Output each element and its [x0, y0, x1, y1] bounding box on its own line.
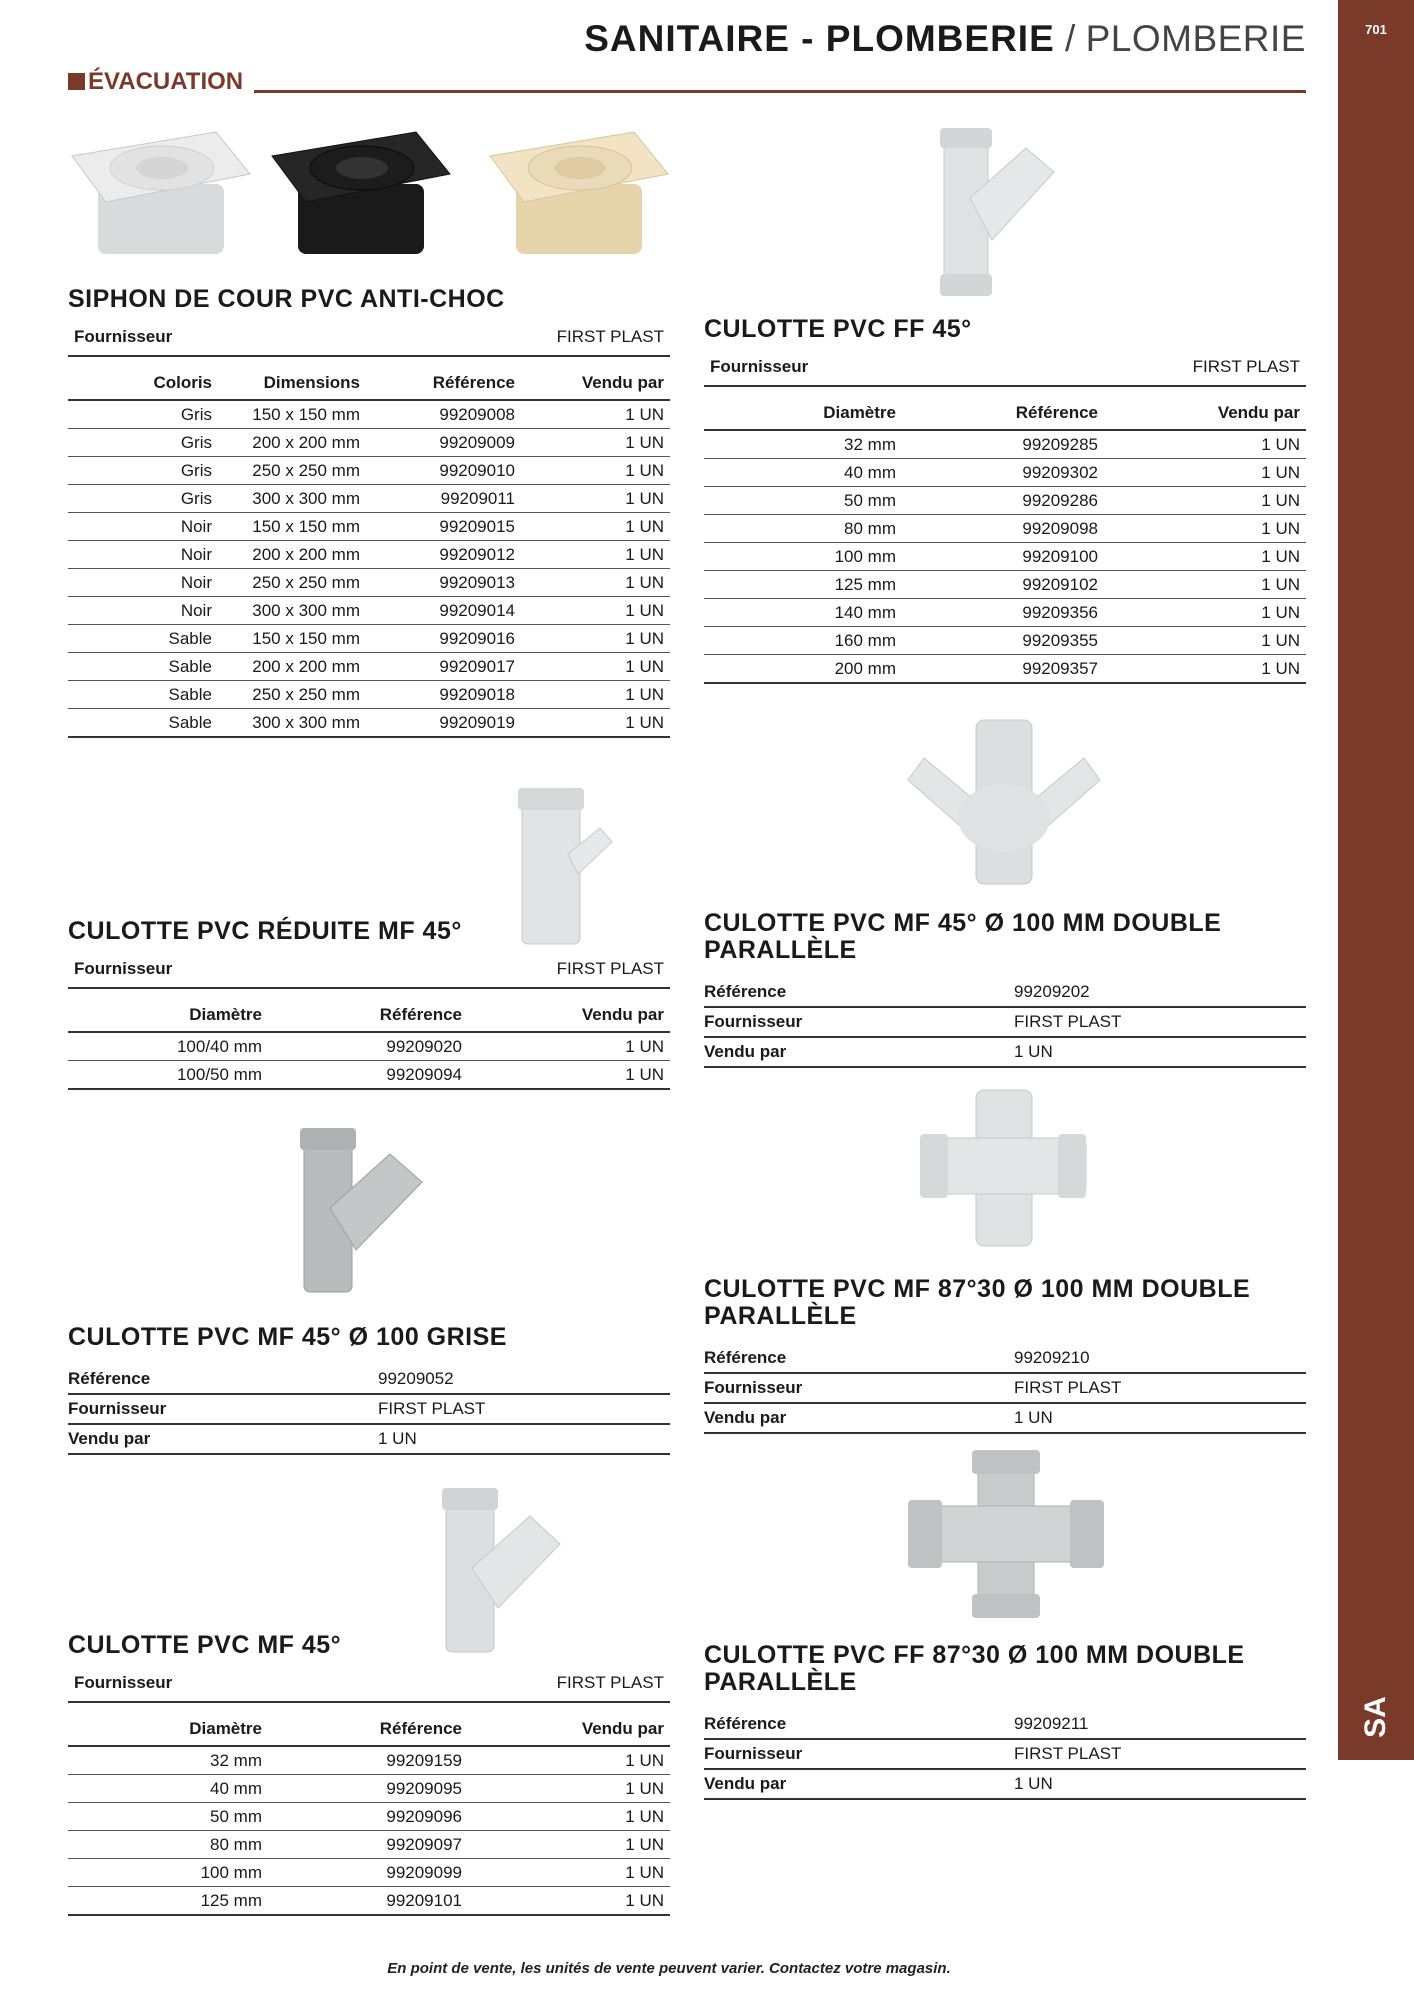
- cell-diameter: 50 mm: [704, 487, 902, 515]
- cell-diameter: 32 mm: [704, 430, 902, 459]
- spec-label: Vendu par: [704, 1037, 1014, 1067]
- cell-dimensions: 150 x 150 mm: [218, 625, 366, 653]
- product-title: CULOTTE PVC FF 45°: [704, 315, 972, 343]
- cell-diameter: 100 mm: [704, 543, 902, 571]
- culotte-mf45-grise-image: [286, 1128, 446, 1298]
- column-header: Référence: [366, 367, 521, 400]
- product-title-line: PARALLÈLE: [704, 936, 857, 964]
- cell-reference: 99209285: [902, 430, 1104, 459]
- spec-label: Fournisseur: [704, 1373, 1014, 1403]
- cell-sold-by: 1 UN: [521, 653, 670, 681]
- culotte-mf45-double-image: [904, 718, 1104, 888]
- product-table: [68, 367, 670, 738]
- page-title-main: SANITAIRE - PLOMBERIE: [584, 18, 1055, 59]
- table-row: [68, 625, 670, 653]
- supplier-label: Fournisseur: [74, 327, 173, 346]
- cell-sold-by: 1 UN: [468, 1803, 670, 1831]
- cell-reference: 99209012: [366, 541, 521, 569]
- cell-dimensions: 300 x 300 mm: [218, 485, 366, 513]
- siphon-black-image: [266, 124, 456, 264]
- cell-color: Noir: [68, 597, 218, 625]
- supplier-label: Fournisseur: [74, 959, 173, 978]
- product-spec-table: [704, 978, 1306, 1068]
- cell-reference: 99209096: [268, 1803, 468, 1831]
- cell-dimensions: 250 x 250 mm: [218, 457, 366, 485]
- spec-value: 1 UN: [1014, 1769, 1306, 1799]
- cell-reference: 99209016: [366, 625, 521, 653]
- product-title-line: CULOTTE PVC MF 87°30 Ø 100 MM DOUBLE: [704, 1275, 1251, 1303]
- culotte-mf8730-double-image: [918, 1088, 1088, 1248]
- cell-diameter: 50 mm: [68, 1803, 268, 1831]
- cell-dimensions: 300 x 300 mm: [218, 597, 366, 625]
- column-header: Coloris: [68, 367, 218, 400]
- cell-reference: 99209010: [366, 457, 521, 485]
- supplier-value: FIRST PLAST: [556, 959, 664, 978]
- table-row: [704, 599, 1306, 627]
- cell-reference: 99209011: [366, 485, 521, 513]
- cell-sold-by: 1 UN: [468, 1746, 670, 1775]
- cell-dimensions: 150 x 150 mm: [218, 400, 366, 429]
- product-culotte-ff45: [704, 316, 1306, 684]
- cell-reference: 99209009: [366, 429, 521, 457]
- product-title-line: PARALLÈLE: [704, 1668, 857, 1696]
- spec-row: [704, 1403, 1306, 1433]
- column-header: Dimensions: [218, 367, 366, 400]
- table-row: [68, 513, 670, 541]
- cell-diameter: 32 mm: [68, 1746, 268, 1775]
- spec-row: [68, 1394, 670, 1424]
- spec-row: [68, 1424, 670, 1454]
- cell-sold-by: 1 UN: [521, 513, 670, 541]
- product-spec-table: [704, 1710, 1306, 1800]
- product-title: CULOTTE PVC MF 45° Ø 100 GRISE: [68, 1323, 507, 1351]
- table-row: [704, 459, 1306, 487]
- cell-diameter: 40 mm: [704, 459, 902, 487]
- table-row: [68, 681, 670, 709]
- cell-reference: 99209097: [268, 1831, 468, 1859]
- cell-sold-by: 1 UN: [1104, 487, 1306, 515]
- cell-reference: 99209286: [902, 487, 1104, 515]
- table-row: [704, 655, 1306, 684]
- product-title: [704, 910, 1306, 964]
- page-title-separator: /: [1065, 18, 1076, 59]
- table-row: [68, 1061, 670, 1090]
- product-culotte-ff8730-double: [704, 1642, 1306, 1800]
- cell-sold-by: 1 UN: [521, 709, 670, 738]
- spec-row: [704, 1037, 1306, 1067]
- spec-row: [704, 1769, 1306, 1799]
- page-title-sub: PLOMBERIE: [1085, 18, 1306, 59]
- product-culotte-mf8730-double: [704, 1276, 1306, 1434]
- product-spec-table: [704, 1344, 1306, 1434]
- cell-color: Sable: [68, 653, 218, 681]
- column-header: Diamètre: [68, 999, 268, 1032]
- spec-value: 1 UN: [1014, 1403, 1306, 1433]
- cell-reference: 99209018: [366, 681, 521, 709]
- spec-label: Vendu par: [704, 1769, 1014, 1799]
- column-header: Diamètre: [704, 397, 902, 430]
- spec-value: FIRST PLAST: [1014, 1739, 1306, 1769]
- cell-reference: 99209094: [268, 1061, 468, 1090]
- siphon-grey-image: [66, 124, 256, 264]
- supplier-value: FIRST PLAST: [1192, 357, 1300, 376]
- cell-reference: 99209357: [902, 655, 1104, 684]
- cell-sold-by: 1 UN: [468, 1887, 670, 1916]
- table-row: [68, 541, 670, 569]
- cell-color: Gris: [68, 400, 218, 429]
- product-title: CULOTTE PVC MF 45°: [68, 1631, 342, 1659]
- table-row: [68, 1887, 670, 1916]
- table-row: [704, 487, 1306, 515]
- table-row: [68, 569, 670, 597]
- cell-diameter: 140 mm: [704, 599, 902, 627]
- spec-label: Fournisseur: [68, 1394, 378, 1424]
- table-row: [68, 457, 670, 485]
- culotte-ff45-image: [930, 128, 1070, 298]
- product-title-line: CULOTTE PVC FF 87°30 Ø 100 MM DOUBLE: [704, 1641, 1245, 1669]
- supplier-value: FIRST PLAST: [556, 327, 664, 346]
- spec-value: 99209202: [1014, 978, 1306, 1007]
- spec-label: Référence: [704, 978, 1014, 1007]
- product-spec-table: [68, 1365, 670, 1455]
- spec-label: Fournisseur: [704, 1739, 1014, 1769]
- section-divider: [254, 90, 1306, 93]
- cell-sold-by: 1 UN: [1104, 515, 1306, 543]
- spec-label: Référence: [68, 1365, 378, 1394]
- spec-row: [704, 1739, 1306, 1769]
- column-header: Vendu par: [468, 1713, 670, 1746]
- supplier-row: [68, 327, 670, 357]
- spec-row: [704, 1373, 1306, 1403]
- spec-row: [68, 1365, 670, 1394]
- cell-sold-by: 1 UN: [521, 569, 670, 597]
- cell-sold-by: 1 UN: [521, 681, 670, 709]
- spec-row: [704, 978, 1306, 1007]
- section-label: ÉVACUATION: [88, 68, 244, 95]
- siphon-sand-image: [484, 124, 674, 264]
- cell-diameter: 100/50 mm: [68, 1061, 268, 1090]
- cell-reference: 99209355: [902, 627, 1104, 655]
- footer-note: En point de vente, les unités de vente peuvent varier. Contactez votre magasin.: [387, 1960, 951, 1977]
- product-title-line: PARALLÈLE: [704, 1302, 857, 1330]
- cell-sold-by: 1 UN: [521, 541, 670, 569]
- cell-reference: 99209019: [366, 709, 521, 738]
- table-row: [68, 400, 670, 429]
- cell-reference: 99209008: [366, 400, 521, 429]
- cell-reference: 99209302: [902, 459, 1104, 487]
- cell-color: Noir: [68, 569, 218, 597]
- product-culotte-mf45: [68, 1632, 670, 1916]
- cell-color: Sable: [68, 625, 218, 653]
- column-header: Vendu par: [521, 367, 670, 400]
- cell-sold-by: 1 UN: [521, 457, 670, 485]
- cell-sold-by: 1 UN: [1104, 571, 1306, 599]
- spec-value: 1 UN: [1014, 1037, 1306, 1067]
- cell-dimensions: 300 x 300 mm: [218, 709, 366, 738]
- cell-reference: 99209015: [366, 513, 521, 541]
- cell-reference: 99209020: [268, 1032, 468, 1061]
- cell-diameter: 100/40 mm: [68, 1032, 268, 1061]
- product-title: [704, 1642, 1306, 1696]
- cell-dimensions: 200 x 200 mm: [218, 653, 366, 681]
- side-tab: [1338, 0, 1414, 1760]
- table-row: [704, 515, 1306, 543]
- spec-label: Vendu par: [68, 1424, 378, 1454]
- column-header: Vendu par: [1104, 397, 1306, 430]
- cell-dimensions: 200 x 200 mm: [218, 541, 366, 569]
- cell-reference: 99209100: [902, 543, 1104, 571]
- cell-reference: 99209159: [268, 1746, 468, 1775]
- cell-color: Gris: [68, 429, 218, 457]
- cell-diameter: 80 mm: [68, 1831, 268, 1859]
- table-row: [68, 1803, 670, 1831]
- cell-diameter: 40 mm: [68, 1775, 268, 1803]
- spec-value: 1 UN: [378, 1424, 670, 1454]
- product-table: [68, 1713, 670, 1916]
- cell-color: Gris: [68, 457, 218, 485]
- culotte-ff8730-double-image: [906, 1450, 1106, 1620]
- table-row: [704, 571, 1306, 599]
- spec-row: [704, 1710, 1306, 1739]
- product-title: SIPHON DE COUR PVC ANTI-CHOC: [68, 285, 505, 313]
- spec-row: [704, 1344, 1306, 1373]
- cell-reference: 99209102: [902, 571, 1104, 599]
- cell-diameter: 160 mm: [704, 627, 902, 655]
- product-title: CULOTTE PVC RÉDUITE MF 45°: [68, 917, 462, 945]
- page-title: [584, 18, 1306, 60]
- column-header: Référence: [268, 999, 468, 1032]
- cell-dimensions: 250 x 250 mm: [218, 569, 366, 597]
- product-culotte-mf45-grise: [68, 1324, 670, 1455]
- section-header: [68, 68, 1306, 96]
- cell-reference: 99209356: [902, 599, 1104, 627]
- cell-color: Sable: [68, 681, 218, 709]
- cell-sold-by: 1 UN: [521, 429, 670, 457]
- cell-dimensions: 250 x 250 mm: [218, 681, 366, 709]
- cell-sold-by: 1 UN: [468, 1032, 670, 1061]
- supplier-value: FIRST PLAST: [556, 1673, 664, 1692]
- table-row: [68, 429, 670, 457]
- cell-diameter: 125 mm: [68, 1887, 268, 1916]
- table-row: [68, 597, 670, 625]
- cell-sold-by: 1 UN: [1104, 599, 1306, 627]
- product-culotte-reduite-mf45: [68, 918, 670, 1090]
- table-row: [704, 627, 1306, 655]
- supplier-row: [704, 357, 1306, 387]
- cell-color: Noir: [68, 513, 218, 541]
- cell-sold-by: 1 UN: [1104, 459, 1306, 487]
- table-row: [68, 1859, 670, 1887]
- page-number: 701: [1365, 22, 1387, 37]
- table-row: [68, 1831, 670, 1859]
- product-title: [704, 1276, 1306, 1330]
- product-title-line: CULOTTE PVC MF 45° Ø 100 MM DOUBLE: [704, 909, 1222, 937]
- spec-value: 99209211: [1014, 1710, 1306, 1739]
- cell-sold-by: 1 UN: [521, 400, 670, 429]
- spec-label: Vendu par: [704, 1403, 1014, 1433]
- spec-value: 99209052: [378, 1365, 670, 1394]
- table-row: [704, 430, 1306, 459]
- table-row: [68, 653, 670, 681]
- spec-row: [704, 1007, 1306, 1037]
- cell-color: Noir: [68, 541, 218, 569]
- cell-sold-by: 1 UN: [468, 1831, 670, 1859]
- table-row: [68, 1775, 670, 1803]
- table-row: [68, 485, 670, 513]
- spec-value: 99209210: [1014, 1344, 1306, 1373]
- cell-color: Sable: [68, 709, 218, 738]
- cell-color: Gris: [68, 485, 218, 513]
- cell-sold-by: 1 UN: [468, 1061, 670, 1090]
- column-header: Référence: [902, 397, 1104, 430]
- cell-diameter: 125 mm: [704, 571, 902, 599]
- cell-reference: 99209013: [366, 569, 521, 597]
- cell-reference: 99209014: [366, 597, 521, 625]
- cell-reference: 99209095: [268, 1775, 468, 1803]
- product-siphon-de-cour: [68, 286, 670, 738]
- cell-sold-by: 1 UN: [468, 1859, 670, 1887]
- supplier-label: Fournisseur: [74, 1673, 173, 1692]
- column-header: Diamètre: [68, 1713, 268, 1746]
- cell-sold-by: 1 UN: [1104, 655, 1306, 684]
- product-culotte-mf45-double: [704, 910, 1306, 1068]
- table-row: [68, 1032, 670, 1061]
- cell-dimensions: 150 x 150 mm: [218, 513, 366, 541]
- spec-value: FIRST PLAST: [1014, 1373, 1306, 1403]
- table-row: [68, 1746, 670, 1775]
- product-table: [704, 397, 1306, 684]
- product-table: [68, 999, 670, 1090]
- spec-value: FIRST PLAST: [378, 1394, 670, 1424]
- section-square-icon: [68, 73, 85, 90]
- cell-reference: 99209099: [268, 1859, 468, 1887]
- spec-value: FIRST PLAST: [1014, 1007, 1306, 1037]
- section-code: SA: [1359, 1696, 1392, 1738]
- cell-sold-by: 1 UN: [521, 625, 670, 653]
- table-row: [704, 543, 1306, 571]
- cell-sold-by: 1 UN: [1104, 430, 1306, 459]
- spec-label: Référence: [704, 1344, 1014, 1373]
- cell-diameter: 80 mm: [704, 515, 902, 543]
- cell-sold-by: 1 UN: [521, 597, 670, 625]
- spec-label: Fournisseur: [704, 1007, 1014, 1037]
- cell-reference: 99209017: [366, 653, 521, 681]
- spec-label: Référence: [704, 1710, 1014, 1739]
- table-row: [68, 709, 670, 738]
- supplier-row: [68, 1673, 670, 1703]
- cell-reference: 99209101: [268, 1887, 468, 1916]
- supplier-row: [68, 959, 670, 989]
- cell-dimensions: 200 x 200 mm: [218, 429, 366, 457]
- cell-diameter: 100 mm: [68, 1859, 268, 1887]
- cell-reference: 99209098: [902, 515, 1104, 543]
- column-header: Vendu par: [468, 999, 670, 1032]
- cell-sold-by: 1 UN: [1104, 543, 1306, 571]
- cell-sold-by: 1 UN: [468, 1775, 670, 1803]
- supplier-label: Fournisseur: [710, 357, 809, 376]
- cell-diameter: 200 mm: [704, 655, 902, 684]
- cell-sold-by: 1 UN: [1104, 627, 1306, 655]
- cell-sold-by: 1 UN: [521, 485, 670, 513]
- column-header: Référence: [268, 1713, 468, 1746]
